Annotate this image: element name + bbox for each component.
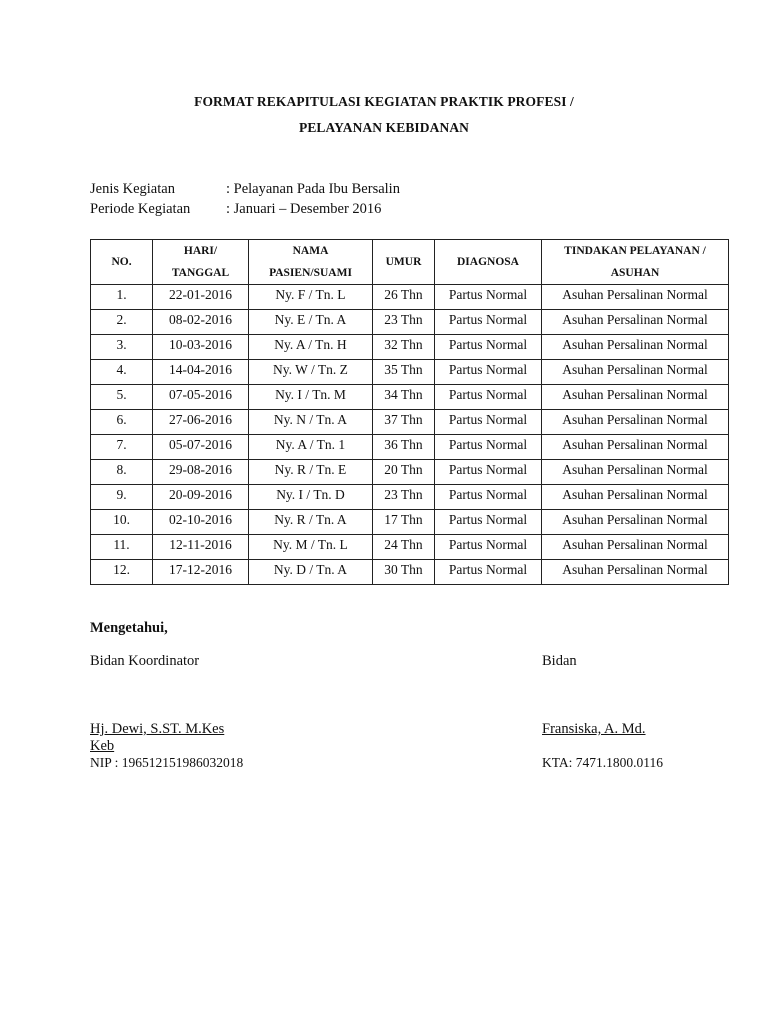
table-row xyxy=(91,285,729,310)
cell-no: 1. xyxy=(91,285,153,310)
cell-umur: 36 Thn xyxy=(373,435,435,460)
cell-tanggal: 17-12-2016 xyxy=(153,560,249,585)
table-row xyxy=(91,560,729,585)
header-umur: UMUR xyxy=(373,240,435,285)
cell-tanggal: 07-05-2016 xyxy=(153,385,249,410)
cell-diagnosa: Partus Normal xyxy=(435,510,542,535)
cell-no: 7. xyxy=(91,435,153,460)
cell-umur: 24 Thn xyxy=(373,535,435,560)
header-no: NO. xyxy=(91,240,153,285)
cell-umur: 35 Thn xyxy=(373,360,435,385)
cell-tindakan: Asuhan Persalinan Normal xyxy=(542,510,729,535)
jenis-kegiatan-value: : Pelayanan Pada Ibu Bersalin xyxy=(226,181,400,197)
table-row xyxy=(91,310,729,335)
cell-nama: Ny. W / Tn. Z xyxy=(249,360,373,385)
cell-tanggal: 14-04-2016 xyxy=(153,360,249,385)
cell-umur: 23 Thn xyxy=(373,310,435,335)
cell-diagnosa: Partus Normal xyxy=(435,485,542,510)
table-row xyxy=(91,485,729,510)
cell-diagnosa: Partus Normal xyxy=(435,535,542,560)
document-title-line-1: FORMAT REKAPITULASI KEGIATAN PRAKTIK PROFESI / xyxy=(194,94,574,109)
periode-kegiatan-row xyxy=(90,201,381,218)
cell-tindakan: Asuhan Persalinan Normal xyxy=(542,285,729,310)
cell-no: 6. xyxy=(91,410,153,435)
cell-nama: Ny. F / Tn. L xyxy=(249,285,373,310)
table-row xyxy=(91,460,729,485)
document-title-line-2: PELAYANAN KEBIDANAN xyxy=(298,120,470,135)
cell-nama: Ny. R / Tn. A xyxy=(249,510,373,535)
cell-no: 12. xyxy=(91,560,153,585)
cell-diagnosa: Partus Normal xyxy=(435,560,542,585)
table-header-row xyxy=(91,240,729,285)
jenis-kegiatan-label: Jenis Kegiatan xyxy=(90,181,175,197)
cell-diagnosa: Partus Normal xyxy=(435,435,542,460)
cell-tindakan: Asuhan Persalinan Normal xyxy=(542,460,729,485)
left-signer-name: Hj. Dewi, S.ST. M.Kes Keb xyxy=(90,721,225,754)
right-signer-role: Bidan xyxy=(542,653,577,669)
cell-no: 9. xyxy=(91,485,153,510)
table-row xyxy=(91,435,729,460)
jenis-kegiatan-row xyxy=(90,181,400,198)
header-hari-tanggal: HARI/ TANGGAL xyxy=(153,240,249,285)
cell-tindakan: Asuhan Persalinan Normal xyxy=(542,435,729,460)
table-row xyxy=(91,385,729,410)
left-signer-role: Bidan Koordinator xyxy=(90,653,200,669)
table-row xyxy=(91,510,729,535)
cell-nama: Ny. R / Tn. E xyxy=(249,460,373,485)
cell-nama: Ny. E / Tn. A xyxy=(249,310,373,335)
rekap-table xyxy=(90,239,729,585)
cell-tanggal: 02-10-2016 xyxy=(153,510,249,535)
cell-tanggal: 20-09-2016 xyxy=(153,485,249,510)
cell-nama: Ny. I / Tn. M xyxy=(249,385,373,410)
cell-tindakan: Asuhan Persalinan Normal xyxy=(542,535,729,560)
table-row xyxy=(91,335,729,360)
cell-no: 8. xyxy=(91,460,153,485)
cell-no: 3. xyxy=(91,335,153,360)
cell-nama: Ny. A / Tn. H xyxy=(249,335,373,360)
mengetahui-label: Mengetahui, xyxy=(90,620,168,636)
cell-diagnosa: Partus Normal xyxy=(435,410,542,435)
cell-nama: Ny. I / Tn. D xyxy=(249,485,373,510)
cell-umur: 17 Thn xyxy=(373,510,435,535)
cell-no: 5. xyxy=(91,385,153,410)
cell-nama: Ny. N / Tn. A xyxy=(249,410,373,435)
cell-tanggal: 12-11-2016 xyxy=(153,535,249,560)
cell-diagnosa: Partus Normal xyxy=(435,310,542,335)
cell-tindakan: Asuhan Persalinan Normal xyxy=(542,485,729,510)
cell-nama: Ny. A / Tn. 1 xyxy=(249,435,373,460)
cell-diagnosa: Partus Normal xyxy=(435,460,542,485)
cell-tindakan: Asuhan Persalinan Normal xyxy=(542,360,729,385)
cell-no: 2. xyxy=(91,310,153,335)
table-row xyxy=(91,410,729,435)
right-signer-name: Fransiska, A. Md. xyxy=(542,721,646,737)
cell-umur: 30 Thn xyxy=(373,560,435,585)
cell-diagnosa: Partus Normal xyxy=(435,335,542,360)
left-signer-nip: NIP : 196512151986032018 xyxy=(90,755,244,770)
cell-tindakan: Asuhan Persalinan Normal xyxy=(542,310,729,335)
cell-umur: 37 Thn xyxy=(373,410,435,435)
cell-tanggal: 10-03-2016 xyxy=(153,335,249,360)
header-nama: NAMA PASIEN/SUAMI xyxy=(249,240,373,285)
periode-kegiatan-label: Periode Kegiatan xyxy=(90,201,191,217)
cell-umur: 26 Thn xyxy=(373,285,435,310)
cell-nama: Ny. M / Tn. L xyxy=(249,535,373,560)
cell-umur: 23 Thn xyxy=(373,485,435,510)
cell-tanggal: 08-02-2016 xyxy=(153,310,249,335)
cell-no: 4. xyxy=(91,360,153,385)
cell-tanggal: 05-07-2016 xyxy=(153,435,249,460)
right-signer-kta: KTA: 7471.1800.0116 xyxy=(542,755,664,770)
cell-nama: Ny. D / Tn. A xyxy=(249,560,373,585)
cell-tanggal: 27-06-2016 xyxy=(153,410,249,435)
cell-tanggal: 22-01-2016 xyxy=(153,285,249,310)
cell-diagnosa: Partus Normal xyxy=(435,385,542,410)
header-tindakan: TINDAKAN PELAYANAN / ASUHAN xyxy=(542,240,729,285)
cell-no: 10. xyxy=(91,510,153,535)
cell-diagnosa: Partus Normal xyxy=(435,360,542,385)
cell-tindakan: Asuhan Persalinan Normal xyxy=(542,560,729,585)
cell-umur: 34 Thn xyxy=(373,385,435,410)
cell-umur: 32 Thn xyxy=(373,335,435,360)
table-row xyxy=(91,360,729,385)
cell-tindakan: Asuhan Persalinan Normal xyxy=(542,385,729,410)
cell-diagnosa: Partus Normal xyxy=(435,285,542,310)
cell-tindakan: Asuhan Persalinan Normal xyxy=(542,335,729,360)
cell-tanggal: 29-08-2016 xyxy=(153,460,249,485)
header-diagnosa: DIAGNOSA xyxy=(435,240,542,285)
cell-tindakan: Asuhan Persalinan Normal xyxy=(542,410,729,435)
cell-umur: 20 Thn xyxy=(373,460,435,485)
periode-kegiatan-value: : Januari – Desember 2016 xyxy=(226,201,382,217)
cell-no: 11. xyxy=(91,535,153,560)
table-row xyxy=(91,535,729,560)
